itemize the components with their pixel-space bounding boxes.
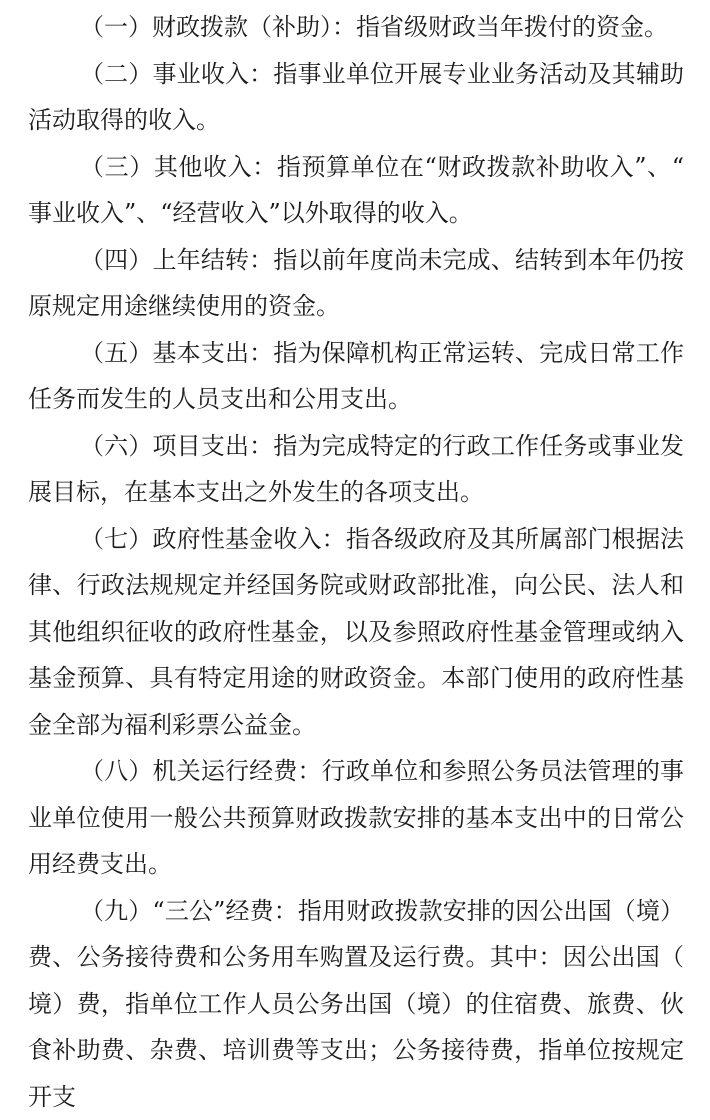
definition-three-public-expenses — [28, 888, 684, 1120]
term-label: （一）财政拨款（补助）： — [80, 13, 356, 41]
term-label: （二）事业收入： — [80, 60, 273, 88]
definition-carryover — [28, 237, 684, 330]
definition-basic-expenditure — [28, 330, 684, 423]
term-label: （七）政府性基金收入： — [80, 525, 346, 553]
term-label: （九）“三公”经费： — [80, 897, 298, 925]
term-label: （三）其他收入： — [80, 153, 277, 181]
definition-project-expenditure — [28, 423, 684, 516]
term-label: （四）上年结转： — [80, 246, 273, 274]
term-label: （八）机关运行经费： — [80, 757, 322, 785]
term-definition: 行政单位和参照公务员法管理的事业单位使用一般公共预算财政拨款安排的基本支出中的日常公用经费支出。 — [28, 757, 684, 878]
document-body — [28, 4, 684, 1120]
term-definition: 指用财政拨款安排的因公出国（境）费、公务接待费和公务用车购置及运行费。其中：因公出国（境）费，指单位工作人员公务出国（境）的住宿费、旅费、伙食补助费、杂费、培训费等支出；公务接待费，指单位按规定开支 — [28, 897, 684, 1111]
term-definition: 指各级政府及其所属部门根据法律、行政法规规定并经国务院或财政部批准，向公民、法人和其他组织征收的政府性基金，以及参照政府性基金管理或纳入基金预算、具有特定用途的财政资金。本部门使用的政府性基金全部为福利彩票公益金。 — [28, 525, 684, 739]
definition-business-income — [28, 51, 684, 144]
definition-government-fund-income — [28, 516, 684, 749]
term-label: （五）基本支出： — [80, 339, 273, 367]
term-definition: 指省级财政当年拨付的资金。 — [356, 13, 668, 41]
term-definition: 指为完成特定的行政工作任务或事业发展目标，在基本支出之外发生的各项支出。 — [28, 432, 684, 507]
term-label: （六）项目支出： — [80, 432, 273, 460]
term-definition: 指以前年度尚未完成、结转到本年仍按原规定用途继续使用的资金。 — [28, 246, 684, 321]
term-definition: 指事业单位开展专业业务活动及其辅助活动取得的收入。 — [28, 60, 684, 135]
definition-other-income — [28, 144, 684, 237]
definition-operating-expenses — [28, 748, 684, 888]
term-definition: 指预算单位在“财政拨款补助收入”、“事业收入”、“经营收入”以外取得的收入。 — [28, 153, 684, 228]
term-definition: 指为保障机构正常运转、完成日常工作任务而发生的人员支出和公用支出。 — [28, 339, 684, 414]
definition-fiscal-appropriation — [28, 4, 684, 51]
